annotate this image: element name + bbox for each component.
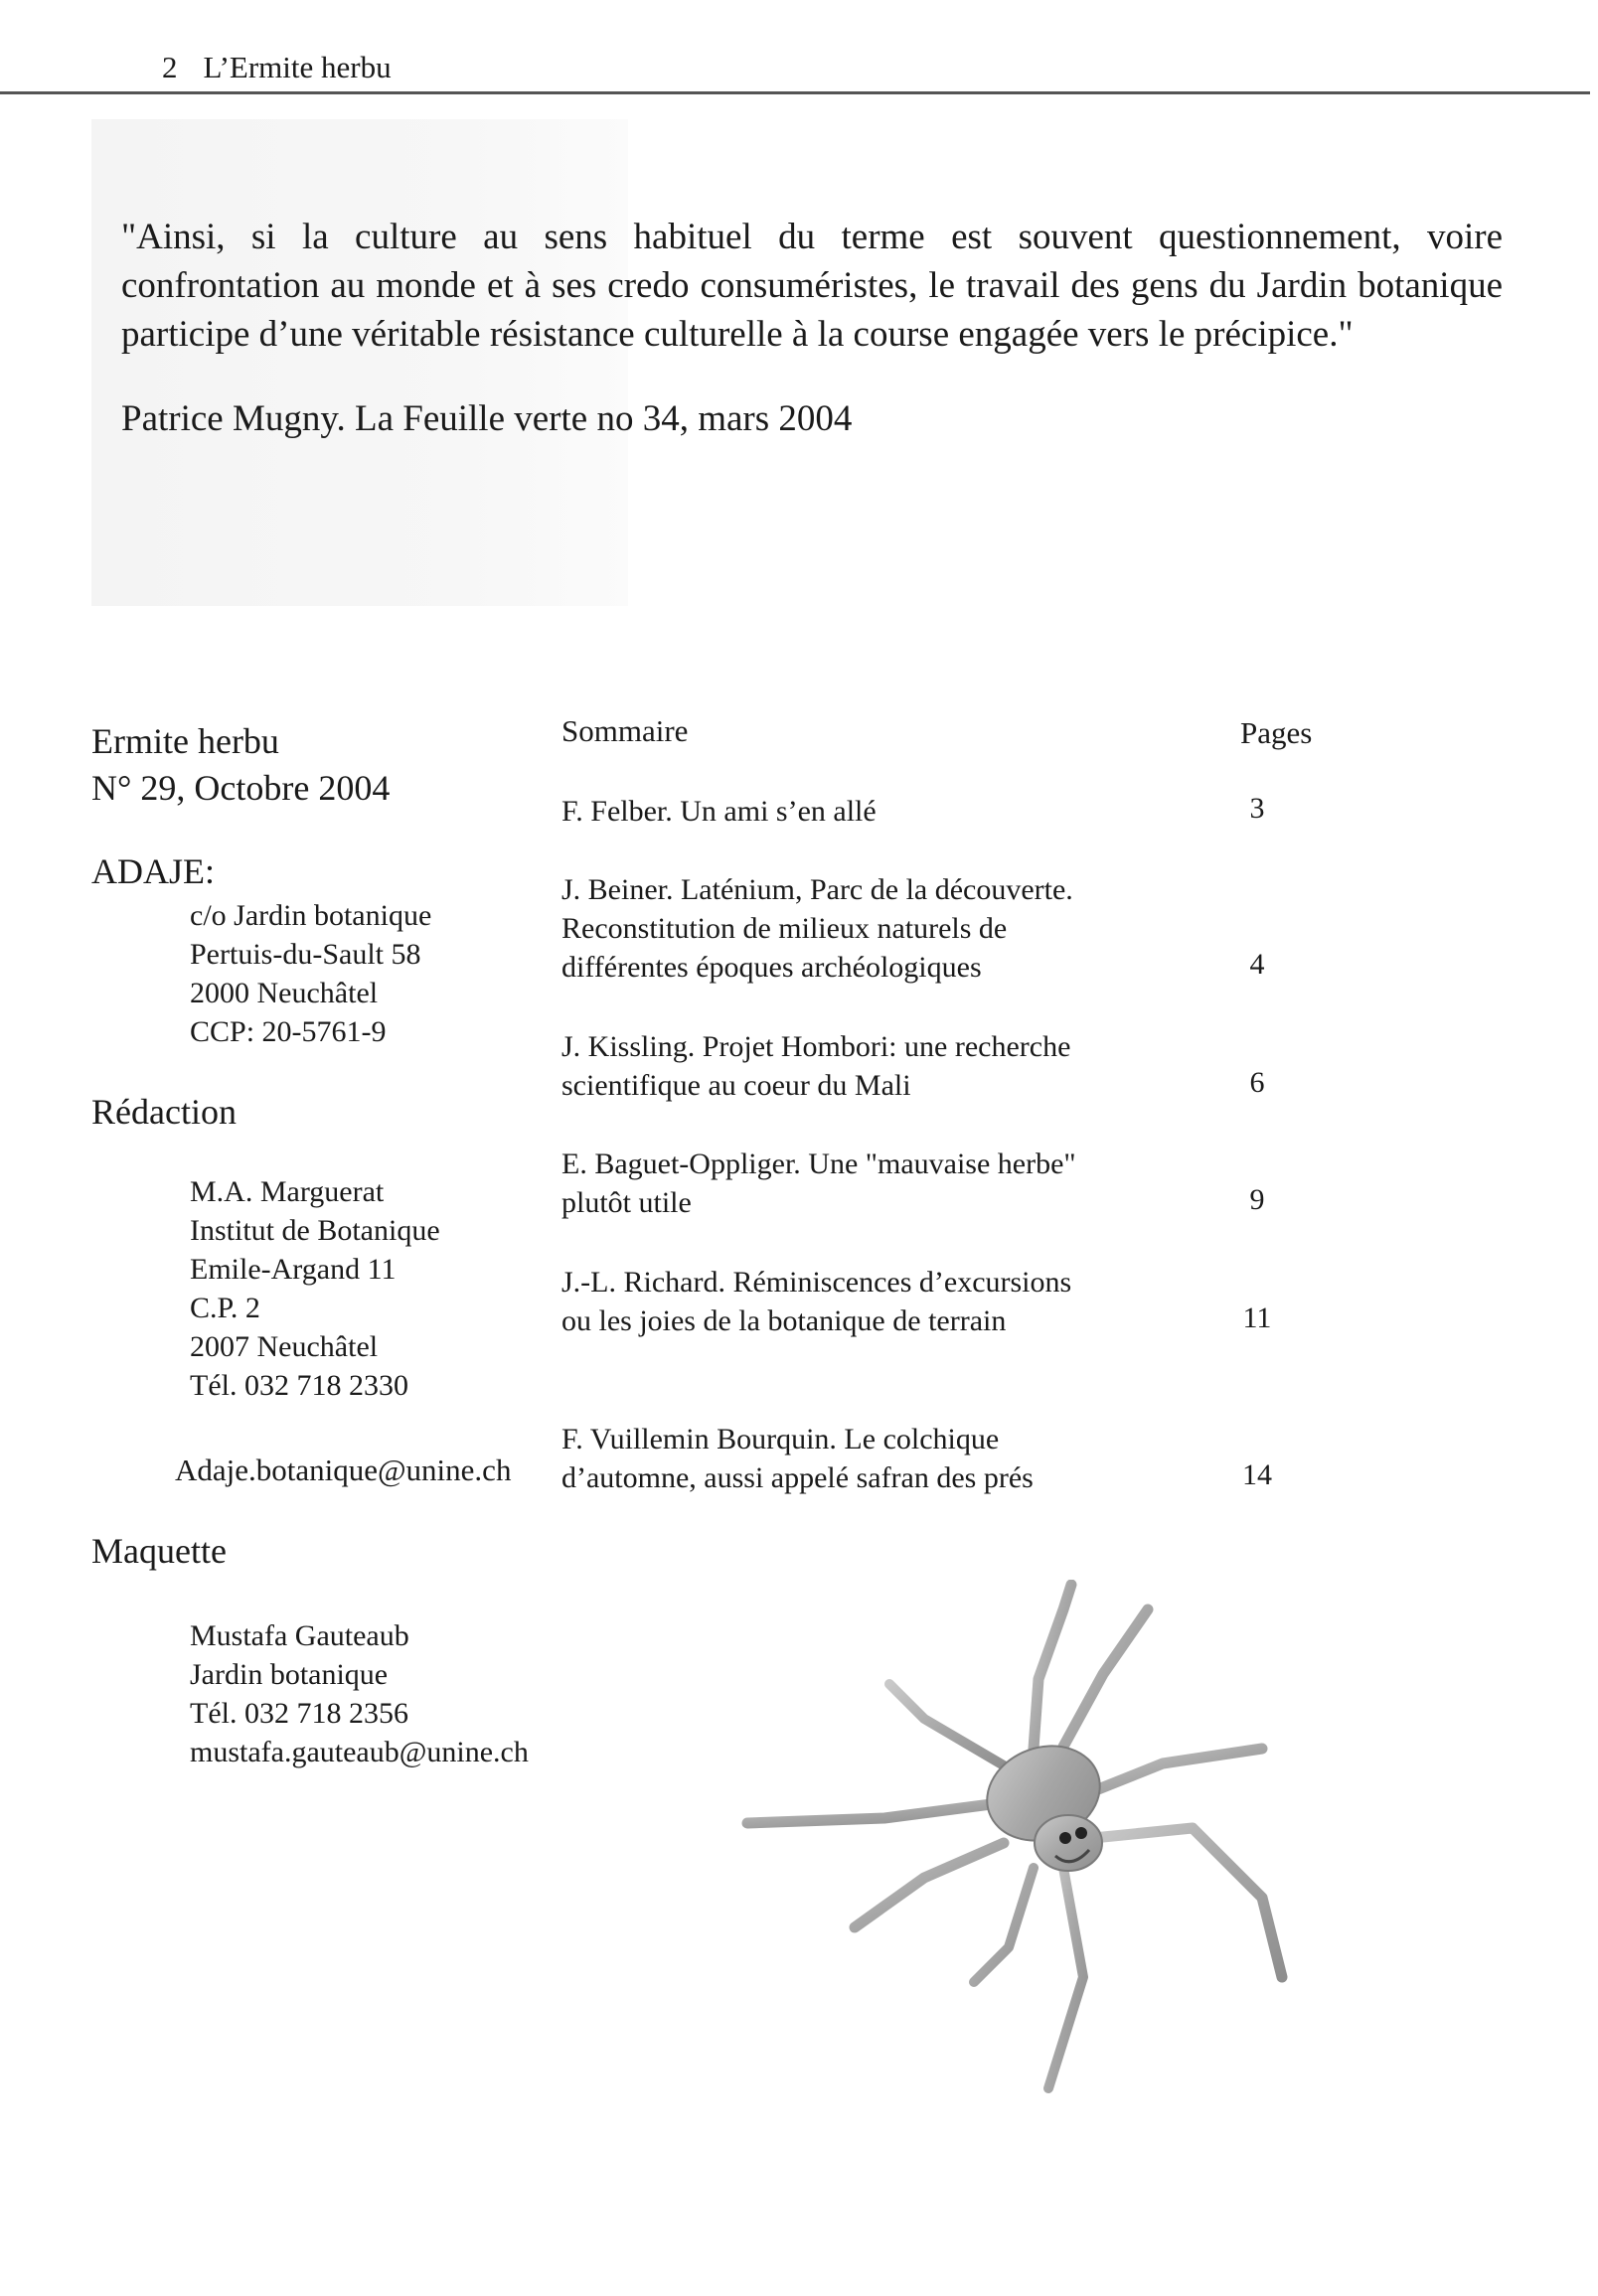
redaction-email: Adaje.botanique@unine.ch	[175, 1453, 512, 1487]
toc-line: E. Baguet-Oppliger. Une "mauvaise herbe"	[561, 1148, 1076, 1180]
address-line: Institut de Botanique	[190, 1214, 440, 1247]
toc-line: d’automne, aussi appelé safran des prés	[561, 1461, 1034, 1494]
redaction-address	[190, 1172, 440, 1405]
header-rule	[0, 91, 1590, 94]
quote-source: Patrice Mugny. La Feuille verte no 34, mars 2004	[121, 398, 853, 439]
toc-entry	[561, 1263, 1148, 1340]
toc-entry	[561, 1027, 1148, 1105]
address-line: M.A. Marguerat	[190, 1175, 385, 1208]
address-line: Tél. 032 718 2330	[190, 1369, 408, 1402]
address-line: CCP: 20-5761-9	[190, 1015, 387, 1048]
publication-title: L’Ermite herbu	[203, 50, 392, 84]
toc-page-number: 14	[1242, 1458, 1272, 1491]
toc-line: J. Kissling. Projet Hombori: une recherche	[561, 1030, 1071, 1063]
address-line: Jardin botanique	[190, 1658, 389, 1691]
redaction-label: Rédaction	[91, 1092, 237, 1132]
address-line: c/o Jardin botanique	[190, 899, 432, 932]
toc-entry	[561, 1145, 1148, 1222]
toc-line: plutôt utile	[561, 1186, 692, 1219]
toc-line: F. Vuillemin Bourquin. Le colchique	[561, 1423, 1000, 1455]
toc-line: différentes époques archéologiques	[561, 951, 982, 984]
address-line: Emile-Argand 11	[190, 1253, 397, 1286]
toc-page-number: 3	[1249, 792, 1265, 825]
toc-page-number: 4	[1249, 948, 1265, 981]
epigraph-quote: "Ainsi, si la culture au sens habituel du terme est souvent questionnement, voire confrontation au monde et à ses credo consuméristes, le travail des gens du Jardin botanique participe d’une véritable résistance culturelle à la course engagée vers le précipice."	[121, 217, 1503, 355]
address-line: Tél. 032 718 2356	[190, 1697, 408, 1730]
address-line: 2007 Neuchâtel	[190, 1330, 379, 1363]
issue-number: N° 29, Octobre 2004	[91, 768, 391, 808]
toc-pages-heading: Pages	[1240, 715, 1313, 750]
toc-line: Reconstitution de milieux naturels de	[561, 912, 1008, 945]
address-line: Mustafa Gauteaub	[190, 1619, 409, 1652]
toc-page-number: 9	[1249, 1183, 1265, 1216]
page-header	[162, 50, 392, 85]
page-number: 2	[162, 50, 178, 84]
adaje-label: ADAJE:	[91, 851, 215, 891]
address-line: C.P. 2	[190, 1292, 260, 1324]
toc-page-number: 11	[1242, 1301, 1272, 1334]
address-line: Pertuis-du-Sault 58	[190, 938, 421, 971]
toc-page-number: 6	[1249, 1066, 1265, 1099]
toc-line: ou les joies de la botanique de terrain	[561, 1304, 1007, 1337]
adaje-address	[190, 896, 431, 1051]
address-line: 2000 Neuchâtel	[190, 977, 379, 1009]
address-line: mustafa.gauteaub@unine.ch	[190, 1736, 529, 1768]
toc-line: J. Beiner. Laténium, Parc de la découverte.	[561, 873, 1073, 906]
toc-line: J.-L. Richard. Réminiscences d’excursions	[561, 1266, 1072, 1299]
masthead-title: Ermite herbu	[91, 721, 279, 761]
background-shade	[91, 119, 628, 606]
toc-entry	[561, 792, 1148, 831]
maquette-label: Maquette	[91, 1531, 227, 1571]
toc-entry	[561, 1420, 1148, 1497]
maquette-address	[190, 1616, 529, 1771]
toc-line: scientifique au coeur du Mali	[561, 1069, 911, 1102]
spider-illustration	[735, 1580, 1332, 2096]
toc-entry	[561, 870, 1148, 987]
toc-line: F. Felber. Un ami s’en allé	[561, 795, 877, 828]
toc-heading: Sommaire	[561, 713, 689, 748]
